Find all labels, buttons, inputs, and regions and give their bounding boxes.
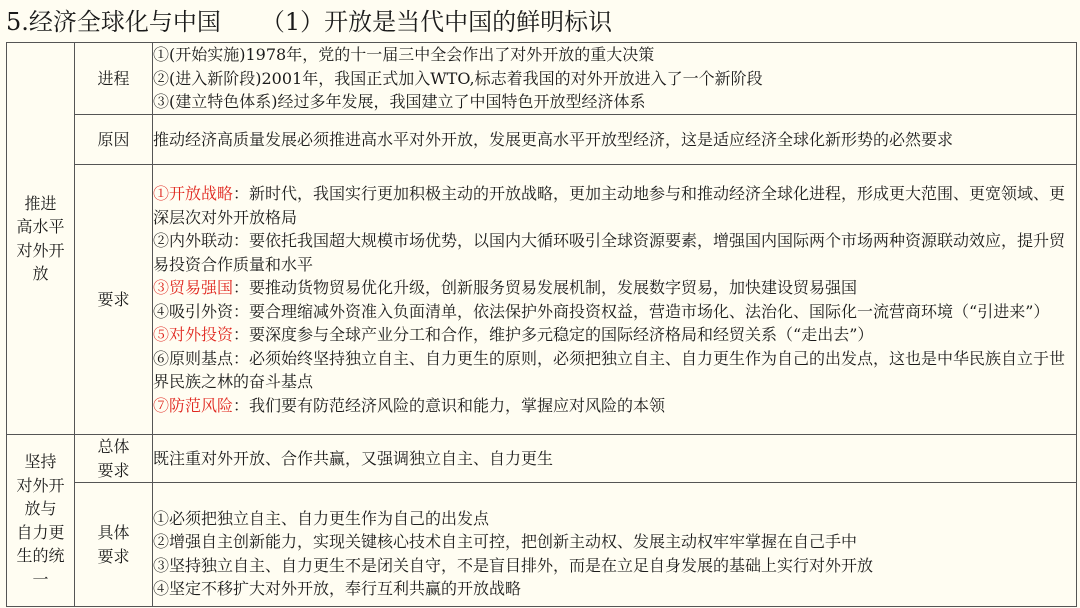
requirement-text: 要深度参与全球产业分工和合作，维护多元稳定的国际经济格局和经贸关系（“走出去”） — [249, 325, 874, 344]
requirement-item: ②内外联动：要依托我国超大规模市场优势，以国内大循环吸引全球资源要素，增强国内国际两个市场两种资源联动效应，提升贸易投资合作质量和水平 — [153, 231, 1066, 274]
requirement-key: ②内外联动 — [153, 231, 234, 250]
requirement-text: 要依托我国超大规模市场优势，以国内大循环吸引全球资源要素，增强国内国际两个市场两种资源联动效应，提升贸易投资合作质量和水平 — [153, 231, 1066, 274]
specific-item: ②增强自主创新能力，实现关键核心技术自主可控，把创新主动权、发展主动权牢牢掌握在自己手中 — [153, 532, 858, 551]
process-label: 进程 — [75, 43, 153, 115]
requirements-content — [153, 165, 1077, 435]
requirement-key: ⑥原则基点 — [153, 348, 234, 368]
requirement-item: ①开放战略：新时代，我国实行更加积极主动的开放战略，更加主动地参与和推动经济全球化进程，形成更大范围、更宽领域、更深层次对外开放格局 — [153, 184, 1066, 227]
requirement-text: 要推动货物贸易优化升级，创新服务贸易发展机制，发展数字贸易，加快建设贸易强国 — [249, 278, 858, 297]
requirement-item: ③贸易强国：要推动货物贸易优化升级，创新服务贸易发展机制，发展数字贸易，加快建设贸易强国 — [153, 278, 858, 297]
requirement-key: ④吸引外资 — [153, 301, 234, 321]
row-requirements — [7, 165, 1077, 435]
requirement-item: ⑦防范风险：我们要有防范经济风险的意识和能力，掌握应对风险的本领 — [153, 395, 666, 415]
group1-label: 推进 高水平 对外开 放 — [7, 43, 75, 435]
reason-label: 原因 — [75, 115, 153, 165]
specific-content — [153, 483, 1077, 607]
requirement-key: ①开放战略 — [153, 184, 234, 203]
process-item: ①(开始实施)1978年，党的十一届三中全会作出了对外开放的重大决策 — [153, 45, 655, 65]
requirement-key: ⑦防范风险 — [153, 395, 234, 415]
row-process — [7, 43, 1077, 115]
specific-item: ①必须把独立自主、自力更生作为自己的出发点 — [153, 508, 490, 528]
reason-content — [153, 115, 1077, 165]
group2-label: 坚持 对外开 放与 自力更 生的统 一 — [7, 435, 75, 607]
process-content — [153, 43, 1077, 115]
requirement-item: ⑤对外投资：要深度参与全球产业分工和合作，维护多元稳定的国际经济格局和经贸关系（“走出去”） — [153, 325, 874, 344]
reason-text: 推动经济高质量发展必须推进高水平对外开放，发展更高水平开放型经济，这是适应经济全球化新形势的必然要求 — [153, 129, 954, 149]
process-item: ③(建立特色体系)经过多年发展，我国建立了中国特色开放型经济体系 — [153, 92, 646, 112]
requirement-key: ⑤对外投资 — [153, 325, 234, 344]
overall-label: 总体 要求 — [75, 435, 153, 483]
knowledge-table — [6, 42, 1077, 607]
row-reason — [7, 115, 1077, 165]
requirements-label: 要求 — [75, 165, 153, 435]
overall-text: 既注重对外开放、合作共赢，又强调独立自主、自力更生 — [153, 448, 554, 468]
requirement-key: ③贸易强国 — [153, 278, 234, 297]
specific-item: ③坚持独立自主、自力更生不是闭关自守，不是盲目排外，而是在立足自身发展的基础上实行对外开放 — [153, 555, 874, 575]
requirement-item: ⑥原则基点：必须始终坚持独立自主、自力更生的原则，必须把独立自主、自力更生作为自己的出发点，这也是中华民族自立于世界民族之林的奋斗基点 — [153, 348, 1066, 391]
specific-item: ④坚定不移扩大对外开放，奉行互利共赢的开放战略 — [153, 579, 522, 598]
section-title: 5.经济全球化与中国 — [6, 8, 221, 36]
requirement-text: 要合理缩减外资准入负面清单，依法保护外商投资权益，营造市场化、法治化、国际化一流营商环境（“引进来”） — [249, 301, 1050, 321]
process-item: ②(进入新阶段)2001年，我国正式加入WTO,标志着我国的对外开放进入了一个新阶段 — [153, 68, 763, 88]
specific-label: 具体 要求 — [75, 483, 153, 607]
requirement-text: 我们要有防范经济风险的意识和能力，掌握应对风险的本领 — [249, 395, 666, 415]
requirement-item: ④吸引外资：要合理缩减外资准入负面清单，依法保护外商投资权益，营造市场化、法治化、国际化一流营商环境（“引进来”） — [153, 301, 1050, 321]
section-subtitle: （1）开放是当代中国的鲜明标识 — [260, 8, 613, 36]
overall-content — [153, 435, 1077, 483]
row-specific — [7, 483, 1077, 607]
page-title — [6, 2, 612, 42]
requirement-text: 必须始终坚持独立自主、自力更生的原则，必须把独立自主、自力更生作为自己的出发点，这也是中华民族自立于世界民族之林的奋斗基点 — [153, 348, 1066, 391]
row-overall — [7, 435, 1077, 483]
requirement-text: 新时代，我国实行更加积极主动的开放战略，更加主动地参与和推动经济全球化进程，形成更大范围、更宽领域、更深层次对外开放格局 — [153, 184, 1066, 227]
